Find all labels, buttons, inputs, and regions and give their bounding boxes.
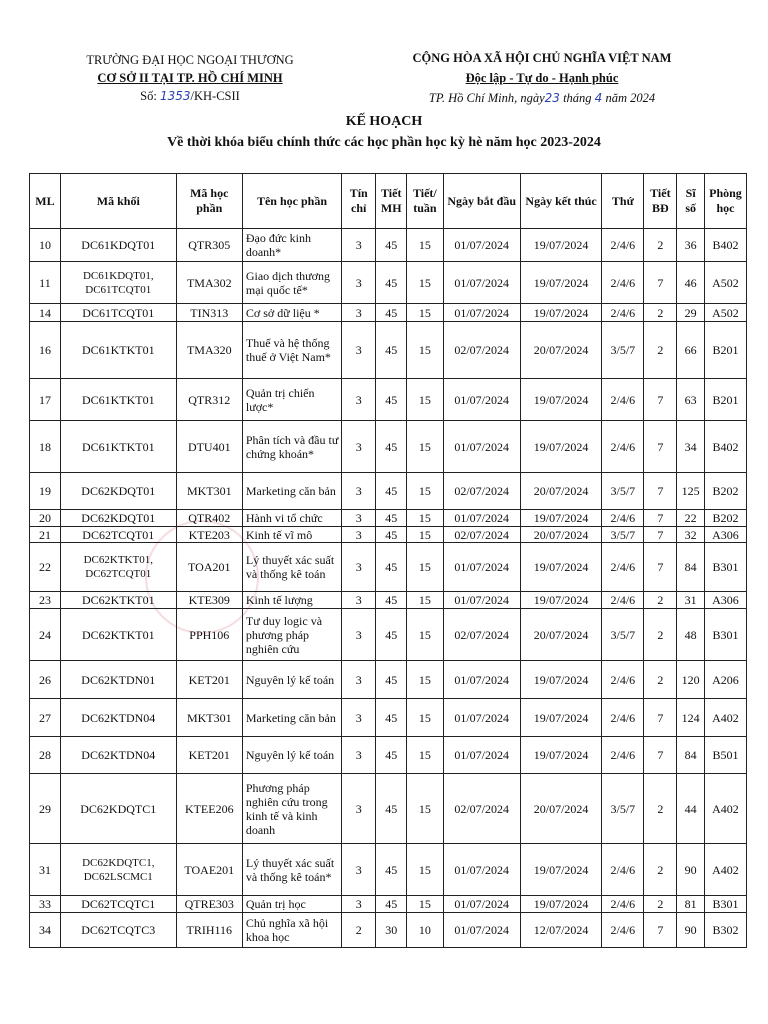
cell-periods-per-week: 15 <box>407 844 443 896</box>
cell-course-name: Quản trị chiến lược* <box>242 379 341 421</box>
cell-start-date: 02/07/2024 <box>443 473 520 510</box>
cell-course-code: TIN313 <box>176 304 242 322</box>
cell-row-number: 34 <box>30 913 61 948</box>
cell-class-size: 31 <box>677 592 705 609</box>
cell-start-period: 7 <box>644 737 677 774</box>
national-motto-line2: Độc lập - Tự do - Hạnh phúc <box>465 71 619 85</box>
cell-class-code: DC62KTDN04 <box>60 737 176 774</box>
cell-start-date: 01/07/2024 <box>443 262 520 304</box>
table-row <box>30 510 747 527</box>
cell-end-date: 20/07/2024 <box>520 473 602 510</box>
cell-start-period: 7 <box>644 699 677 737</box>
cell-periods-per-week: 15 <box>407 322 443 379</box>
cell-credits: 3 <box>342 737 376 774</box>
cell-room: B301 <box>704 896 746 913</box>
cell-total-periods: 45 <box>376 510 407 527</box>
cell-start-period: 2 <box>644 661 677 699</box>
cell-course-name: Giao dịch thương mại quốc tế* <box>242 262 341 304</box>
cell-room: A206 <box>704 661 746 699</box>
table-row <box>30 592 747 609</box>
cell-weekdays: 2/4/6 <box>602 913 644 948</box>
cell-end-date: 19/07/2024 <box>520 262 602 304</box>
cell-row-number: 14 <box>30 304 61 322</box>
national-motto-line1: CỘNG HÒA XÃ HỘI CHỦ NGHĨA VIỆT NAM <box>412 51 672 65</box>
cell-row-number: 18 <box>30 421 61 473</box>
cell-weekdays: 2/4/6 <box>602 661 644 699</box>
cell-course-name: Lý thuyết xác suất và thống kê toán <box>242 543 341 592</box>
cell-course-code: TMA320 <box>176 322 242 379</box>
cell-credits: 3 <box>342 609 376 661</box>
cell-course-name: Đạo đức kinh doanh* <box>242 229 341 262</box>
cell-course-name: Thuế và hệ thống thuế ở Việt Nam* <box>242 322 341 379</box>
cell-weekdays: 2/4/6 <box>602 379 644 421</box>
cell-course-code: TMA302 <box>176 262 242 304</box>
cell-start-period: 7 <box>644 543 677 592</box>
table-row <box>30 229 747 262</box>
cell-total-periods: 45 <box>376 527 407 543</box>
cell-course-code: PPH106 <box>176 609 242 661</box>
cell-row-number: 33 <box>30 896 61 913</box>
date-day: 23 <box>544 91 560 105</box>
cell-course-code: TOAE201 <box>176 844 242 896</box>
document-title: KẾ HOẠCH <box>345 114 423 129</box>
cell-start-date: 01/07/2024 <box>443 661 520 699</box>
cell-start-date: 01/07/2024 <box>443 699 520 737</box>
col-header: Sĩ số <box>677 174 705 229</box>
issuer-university: TRƯỜNG ĐẠI HỌC NGOẠI THƯƠNG <box>86 53 294 67</box>
cell-start-date: 02/07/2024 <box>443 322 520 379</box>
table-row <box>30 661 747 699</box>
cell-row-number: 23 <box>30 592 61 609</box>
cell-class-size: 124 <box>677 699 705 737</box>
cell-start-period: 2 <box>644 229 677 262</box>
table-row <box>30 737 747 774</box>
table-header-row <box>30 174 747 229</box>
cell-total-periods: 45 <box>376 229 407 262</box>
cell-credits: 3 <box>342 421 376 473</box>
cell-row-number: 24 <box>30 609 61 661</box>
cell-total-periods: 45 <box>376 737 407 774</box>
cell-class-size: 81 <box>677 896 705 913</box>
cell-end-date: 19/07/2024 <box>520 661 602 699</box>
cell-row-number: 26 <box>30 661 61 699</box>
cell-course-name: Marketing căn bản <box>242 473 341 510</box>
cell-total-periods: 45 <box>376 609 407 661</box>
cell-room: B301 <box>704 543 746 592</box>
cell-class-size: 48 <box>677 609 705 661</box>
col-header: Tiết MH <box>376 174 407 229</box>
cell-credits: 3 <box>342 262 376 304</box>
cell-row-number: 20 <box>30 510 61 527</box>
cell-row-number: 19 <box>30 473 61 510</box>
cell-class-code: DC62KTKT01, DC62TCQT01 <box>60 543 176 592</box>
table-row <box>30 913 747 948</box>
cell-weekdays: 2/4/6 <box>602 510 644 527</box>
cell-start-period: 7 <box>644 510 677 527</box>
cell-periods-per-week: 15 <box>407 543 443 592</box>
cell-end-date: 19/07/2024 <box>520 229 602 262</box>
cell-start-period: 2 <box>644 592 677 609</box>
col-header: Thứ <box>602 174 644 229</box>
cell-credits: 3 <box>342 543 376 592</box>
cell-class-code: DC61KDQT01, DC61TCQT01 <box>60 262 176 304</box>
cell-course-name: Phân tích và đầu tư chứng khoán* <box>242 421 341 473</box>
cell-weekdays: 3/5/7 <box>602 774 644 844</box>
cell-start-date: 02/07/2024 <box>443 774 520 844</box>
cell-room: A306 <box>704 592 746 609</box>
cell-room: A502 <box>704 304 746 322</box>
cell-periods-per-week: 15 <box>407 527 443 543</box>
table-row <box>30 774 747 844</box>
cell-periods-per-week: 15 <box>407 304 443 322</box>
cell-row-number: 22 <box>30 543 61 592</box>
table-row <box>30 322 747 379</box>
cell-course-code: KTE309 <box>176 592 242 609</box>
cell-class-code: DC62TCQT01 <box>60 527 176 543</box>
cell-class-code: DC62KDQTC1, DC62LSCMC1 <box>60 844 176 896</box>
cell-course-code: KET201 <box>176 737 242 774</box>
cell-course-name: Lý thuyết xác suất và thống kê toán* <box>242 844 341 896</box>
cell-total-periods: 45 <box>376 322 407 379</box>
col-header: Phòng học <box>704 174 746 229</box>
cell-row-number: 21 <box>30 527 61 543</box>
cell-class-code: DC61KTKT01 <box>60 322 176 379</box>
cell-row-number: 17 <box>30 379 61 421</box>
cell-start-date: 01/07/2024 <box>443 304 520 322</box>
cell-start-period: 7 <box>644 527 677 543</box>
cell-start-date: 01/07/2024 <box>443 510 520 527</box>
table-row <box>30 304 747 322</box>
cell-start-period: 2 <box>644 304 677 322</box>
cell-total-periods: 45 <box>376 896 407 913</box>
cell-course-code: KTEE206 <box>176 774 242 844</box>
cell-weekdays: 2/4/6 <box>602 699 644 737</box>
issuer-campus: CƠ SỞ II TẠI TP. HỒ CHÍ MINH <box>97 71 283 85</box>
cell-periods-per-week: 15 <box>407 896 443 913</box>
cell-end-date: 19/07/2024 <box>520 543 602 592</box>
cell-credits: 3 <box>342 379 376 421</box>
cell-room: A402 <box>704 844 746 896</box>
cell-weekdays: 2/4/6 <box>602 592 644 609</box>
cell-class-size: 90 <box>677 913 705 948</box>
cell-course-code: QTRE303 <box>176 896 242 913</box>
cell-start-period: 7 <box>644 913 677 948</box>
cell-class-code: DC62KTDN01 <box>60 661 176 699</box>
cell-class-code: DC62KTKT01 <box>60 592 176 609</box>
cell-course-name: Nguyên lý kế toán <box>242 661 341 699</box>
cell-credits: 3 <box>342 527 376 543</box>
cell-course-code: QTR305 <box>176 229 242 262</box>
cell-course-code: QTR402 <box>176 510 242 527</box>
document-date: TP. Hồ Chí Minh, ngày23 tháng 4 năm 2024 <box>428 91 656 105</box>
cell-course-code: QTR312 <box>176 379 242 421</box>
cell-weekdays: 2/4/6 <box>602 262 644 304</box>
cell-end-date: 19/07/2024 <box>520 737 602 774</box>
cell-room: B202 <box>704 510 746 527</box>
cell-periods-per-week: 15 <box>407 774 443 844</box>
cell-total-periods: 45 <box>376 699 407 737</box>
cell-periods-per-week: 10 <box>407 913 443 948</box>
col-header: Tiết BĐ <box>644 174 677 229</box>
cell-course-name: Chủ nghĩa xã hội khoa học <box>242 913 341 948</box>
cell-course-name: Marketing căn bản <box>242 699 341 737</box>
cell-row-number: 16 <box>30 322 61 379</box>
cell-class-code: DC61KTKT01 <box>60 421 176 473</box>
table-row <box>30 473 747 510</box>
cell-room: A306 <box>704 527 746 543</box>
cell-start-period: 7 <box>644 379 677 421</box>
cell-row-number: 31 <box>30 844 61 896</box>
cell-weekdays: 2/4/6 <box>602 844 644 896</box>
document-number-handwritten: 1353 <box>159 89 191 103</box>
cell-row-number: 28 <box>30 737 61 774</box>
cell-start-period: 7 <box>644 421 677 473</box>
table-row <box>30 527 747 543</box>
cell-class-size: 46 <box>677 262 705 304</box>
cell-credits: 3 <box>342 896 376 913</box>
cell-credits: 3 <box>342 661 376 699</box>
cell-class-code: DC62TCQTC1 <box>60 896 176 913</box>
cell-weekdays: 3/5/7 <box>602 527 644 543</box>
cell-class-code: DC62KTDN04 <box>60 699 176 737</box>
cell-room: B201 <box>704 379 746 421</box>
cell-class-size: 66 <box>677 322 705 379</box>
cell-weekdays: 3/5/7 <box>602 473 644 510</box>
cell-credits: 3 <box>342 510 376 527</box>
cell-class-code: DC62KTKT01 <box>60 609 176 661</box>
table-row <box>30 421 747 473</box>
cell-start-period: 2 <box>644 844 677 896</box>
cell-periods-per-week: 15 <box>407 592 443 609</box>
cell-periods-per-week: 15 <box>407 473 443 510</box>
cell-room: A402 <box>704 699 746 737</box>
cell-course-code: MKT301 <box>176 473 242 510</box>
cell-class-code: DC62TCQTC3 <box>60 913 176 948</box>
cell-room: B501 <box>704 737 746 774</box>
cell-total-periods: 45 <box>376 421 407 473</box>
cell-end-date: 19/07/2024 <box>520 592 602 609</box>
cell-end-date: 20/07/2024 <box>520 527 602 543</box>
cell-end-date: 19/07/2024 <box>520 510 602 527</box>
cell-course-name: Phương pháp nghiên cứu trong kinh tế và kinh doanh <box>242 774 341 844</box>
col-header: Tên học phần <box>242 174 341 229</box>
cell-periods-per-week: 15 <box>407 661 443 699</box>
cell-class-size: 44 <box>677 774 705 844</box>
cell-class-size: 84 <box>677 543 705 592</box>
cell-class-code: DC61TCQT01 <box>60 304 176 322</box>
cell-start-date: 01/07/2024 <box>443 844 520 896</box>
cell-start-period: 7 <box>644 262 677 304</box>
cell-room: A502 <box>704 262 746 304</box>
cell-class-code: DC61KDQT01 <box>60 229 176 262</box>
cell-end-date: 19/07/2024 <box>520 896 602 913</box>
col-header: Tiết/ tuần <box>407 174 443 229</box>
cell-row-number: 29 <box>30 774 61 844</box>
cell-credits: 3 <box>342 699 376 737</box>
cell-periods-per-week: 15 <box>407 510 443 527</box>
col-header: Ngày kết thúc <box>520 174 602 229</box>
cell-start-period: 7 <box>644 473 677 510</box>
cell-periods-per-week: 15 <box>407 737 443 774</box>
cell-class-size: 84 <box>677 737 705 774</box>
table-row <box>30 896 747 913</box>
table-row <box>30 609 747 661</box>
cell-credits: 3 <box>342 774 376 844</box>
cell-class-size: 36 <box>677 229 705 262</box>
cell-credits: 2 <box>342 913 376 948</box>
cell-class-code: DC61KTKT01 <box>60 379 176 421</box>
cell-room: B301 <box>704 609 746 661</box>
date-month: 4 <box>594 91 603 105</box>
cell-weekdays: 2/4/6 <box>602 896 644 913</box>
cell-credits: 3 <box>342 592 376 609</box>
cell-total-periods: 45 <box>376 844 407 896</box>
document-number: Số: 1353/KH-CSII <box>140 89 240 103</box>
schedule-table <box>29 173 747 948</box>
cell-start-date: 01/07/2024 <box>443 896 520 913</box>
cell-row-number: 10 <box>30 229 61 262</box>
cell-room: B202 <box>704 473 746 510</box>
cell-start-date: 02/07/2024 <box>443 609 520 661</box>
cell-total-periods: 45 <box>376 774 407 844</box>
cell-end-date: 19/07/2024 <box>520 304 602 322</box>
cell-weekdays: 3/5/7 <box>602 322 644 379</box>
cell-end-date: 12/07/2024 <box>520 913 602 948</box>
cell-row-number: 27 <box>30 699 61 737</box>
issuer-header <box>40 51 340 105</box>
cell-class-size: 90 <box>677 844 705 896</box>
cell-room: B201 <box>704 322 746 379</box>
cell-weekdays: 3/5/7 <box>602 609 644 661</box>
cell-course-name: Kinh tế vĩ mô <box>242 527 341 543</box>
cell-periods-per-week: 15 <box>407 699 443 737</box>
cell-class-size: 120 <box>677 661 705 699</box>
cell-start-period: 2 <box>644 896 677 913</box>
cell-room: A402 <box>704 774 746 844</box>
cell-total-periods: 45 <box>376 473 407 510</box>
cell-start-period: 2 <box>644 609 677 661</box>
cell-end-date: 19/07/2024 <box>520 421 602 473</box>
cell-credits: 3 <box>342 304 376 322</box>
cell-start-date: 01/07/2024 <box>443 421 520 473</box>
cell-course-code: KTE203 <box>176 527 242 543</box>
cell-credits: 3 <box>342 322 376 379</box>
cell-periods-per-week: 15 <box>407 421 443 473</box>
cell-total-periods: 45 <box>376 543 407 592</box>
cell-weekdays: 2/4/6 <box>602 543 644 592</box>
national-header <box>372 48 712 108</box>
cell-start-date: 01/07/2024 <box>443 379 520 421</box>
cell-row-number: 11 <box>30 262 61 304</box>
table-row <box>30 844 747 896</box>
cell-class-code: DC62KDQT01 <box>60 510 176 527</box>
cell-class-code: DC62KDQTC1 <box>60 774 176 844</box>
cell-periods-per-week: 15 <box>407 262 443 304</box>
cell-weekdays: 2/4/6 <box>602 421 644 473</box>
col-header: Mã khối <box>60 174 176 229</box>
table-row <box>30 543 747 592</box>
cell-credits: 3 <box>342 844 376 896</box>
cell-course-name: Nguyên lý kế toán <box>242 737 341 774</box>
cell-total-periods: 45 <box>376 592 407 609</box>
cell-course-code: TOA201 <box>176 543 242 592</box>
cell-course-code: TRIH116 <box>176 913 242 948</box>
document-subtitle: Về thời khóa biểu chính thức các học phần học kỳ hè năm học 2023-2024 <box>167 135 601 150</box>
cell-class-size: 63 <box>677 379 705 421</box>
cell-class-code: DC62KDQT01 <box>60 473 176 510</box>
cell-class-size: 22 <box>677 510 705 527</box>
col-header: Tín chỉ <box>342 174 376 229</box>
col-header: Ngày bắt đầu <box>443 174 520 229</box>
cell-course-name: Kinh tế lượng <box>242 592 341 609</box>
table-row <box>30 379 747 421</box>
cell-class-size: 29 <box>677 304 705 322</box>
cell-class-size: 32 <box>677 527 705 543</box>
table-row <box>30 262 747 304</box>
cell-course-code: DTU401 <box>176 421 242 473</box>
cell-total-periods: 45 <box>376 262 407 304</box>
cell-total-periods: 30 <box>376 913 407 948</box>
cell-periods-per-week: 15 <box>407 229 443 262</box>
cell-end-date: 19/07/2024 <box>520 844 602 896</box>
cell-end-date: 20/07/2024 <box>520 774 602 844</box>
cell-total-periods: 45 <box>376 304 407 322</box>
cell-total-periods: 45 <box>376 379 407 421</box>
cell-weekdays: 2/4/6 <box>602 304 644 322</box>
col-header: ML <box>30 174 61 229</box>
cell-start-date: 01/07/2024 <box>443 543 520 592</box>
cell-course-code: KET201 <box>176 661 242 699</box>
cell-class-size: 125 <box>677 473 705 510</box>
cell-credits: 3 <box>342 473 376 510</box>
cell-room: B402 <box>704 229 746 262</box>
cell-class-size: 34 <box>677 421 705 473</box>
cell-weekdays: 2/4/6 <box>602 229 644 262</box>
cell-start-period: 2 <box>644 774 677 844</box>
cell-room: B402 <box>704 421 746 473</box>
cell-room: B302 <box>704 913 746 948</box>
cell-weekdays: 2/4/6 <box>602 737 644 774</box>
cell-start-date: 02/07/2024 <box>443 527 520 543</box>
cell-end-date: 20/07/2024 <box>520 609 602 661</box>
cell-course-name: Cơ sở dữ liệu * <box>242 304 341 322</box>
cell-start-date: 01/07/2024 <box>443 229 520 262</box>
cell-course-name: Tư duy logic và phương pháp nghiên cứu <box>242 609 341 661</box>
cell-course-name: Hành vi tổ chức <box>242 510 341 527</box>
cell-periods-per-week: 15 <box>407 609 443 661</box>
cell-start-date: 01/07/2024 <box>443 592 520 609</box>
cell-course-name: Quản trị học <box>242 896 341 913</box>
table-row <box>30 699 747 737</box>
cell-course-code: MKT301 <box>176 699 242 737</box>
cell-end-date: 19/07/2024 <box>520 379 602 421</box>
cell-credits: 3 <box>342 229 376 262</box>
cell-end-date: 19/07/2024 <box>520 699 602 737</box>
cell-start-date: 01/07/2024 <box>443 913 520 948</box>
cell-end-date: 20/07/2024 <box>520 322 602 379</box>
cell-total-periods: 45 <box>376 661 407 699</box>
cell-start-period: 2 <box>644 322 677 379</box>
cell-start-date: 01/07/2024 <box>443 737 520 774</box>
col-header: Mã học phần <box>176 174 242 229</box>
cell-periods-per-week: 15 <box>407 379 443 421</box>
